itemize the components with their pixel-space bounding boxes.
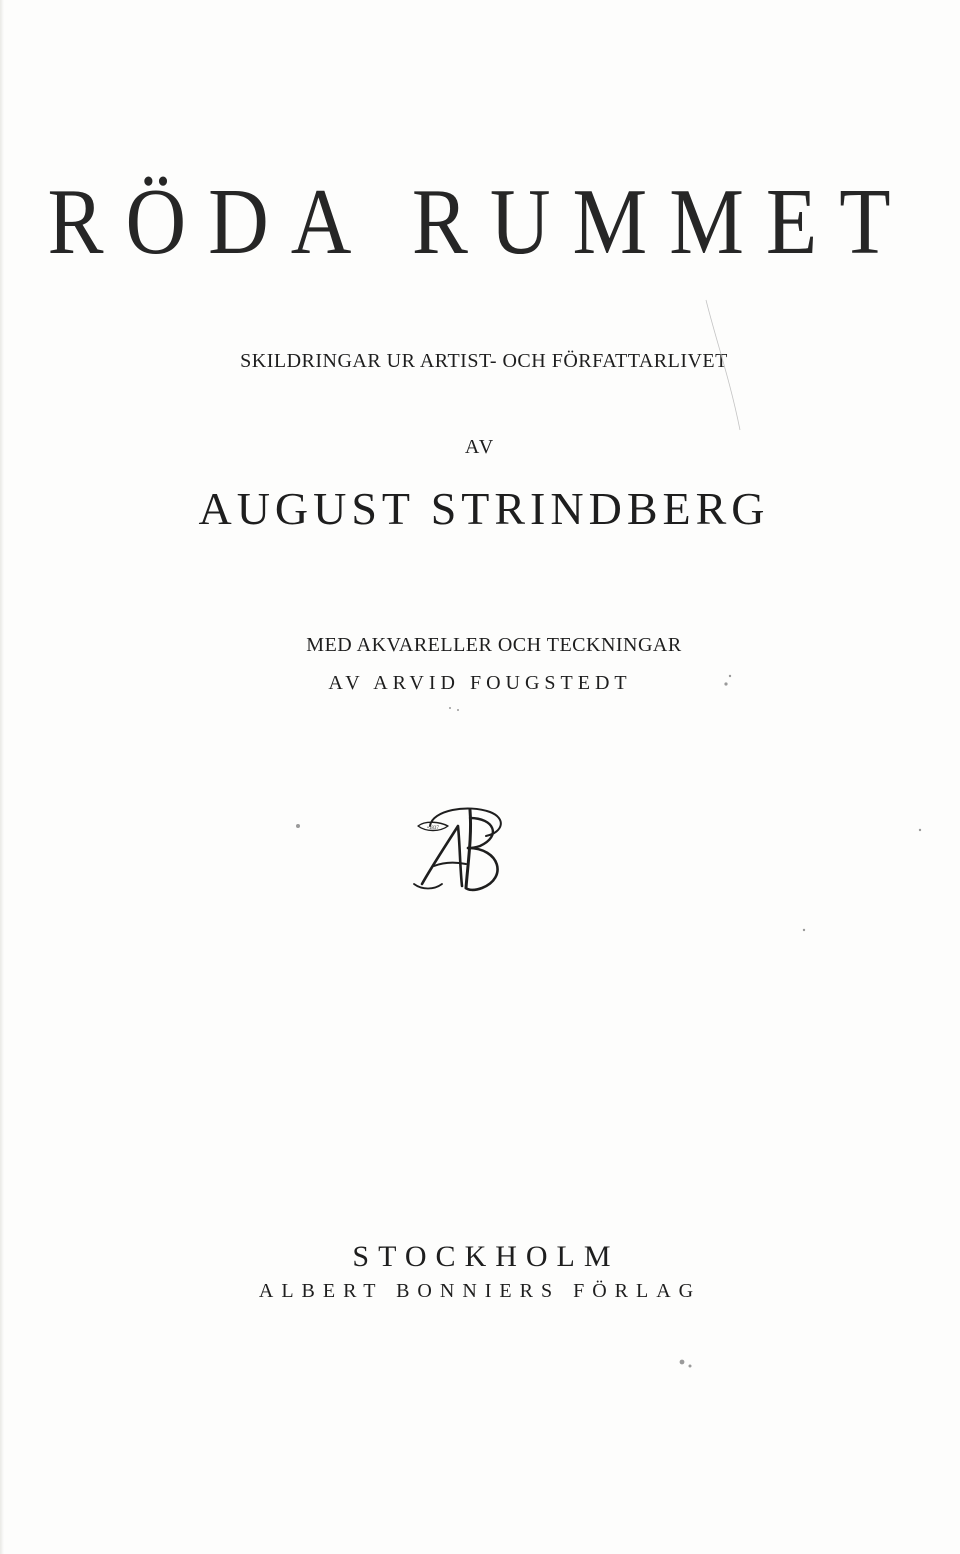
illustrator-name: AV ARVID FOUGSTEDT [328,672,632,694]
book-subtitle: SKILDRINGAR UR ARTIST- OCH FÖRFATTARLIVET [240,350,728,372]
by-label: AV [464,436,496,458]
illustrations-line: MED AKVARELLER OCH TECKNINGAR [306,634,682,656]
author-name: AUGUST STRINDBERG [198,483,770,534]
publication-city: STOCKHOLM [352,1240,620,1273]
publisher-monogram-logo [408,796,520,896]
publisher-name: ALBERT BONNIERS FÖRLAG [258,1280,702,1302]
book-title: RÖDA RUMMET [47,170,913,275]
banner-mark: •1837 [427,826,439,831]
